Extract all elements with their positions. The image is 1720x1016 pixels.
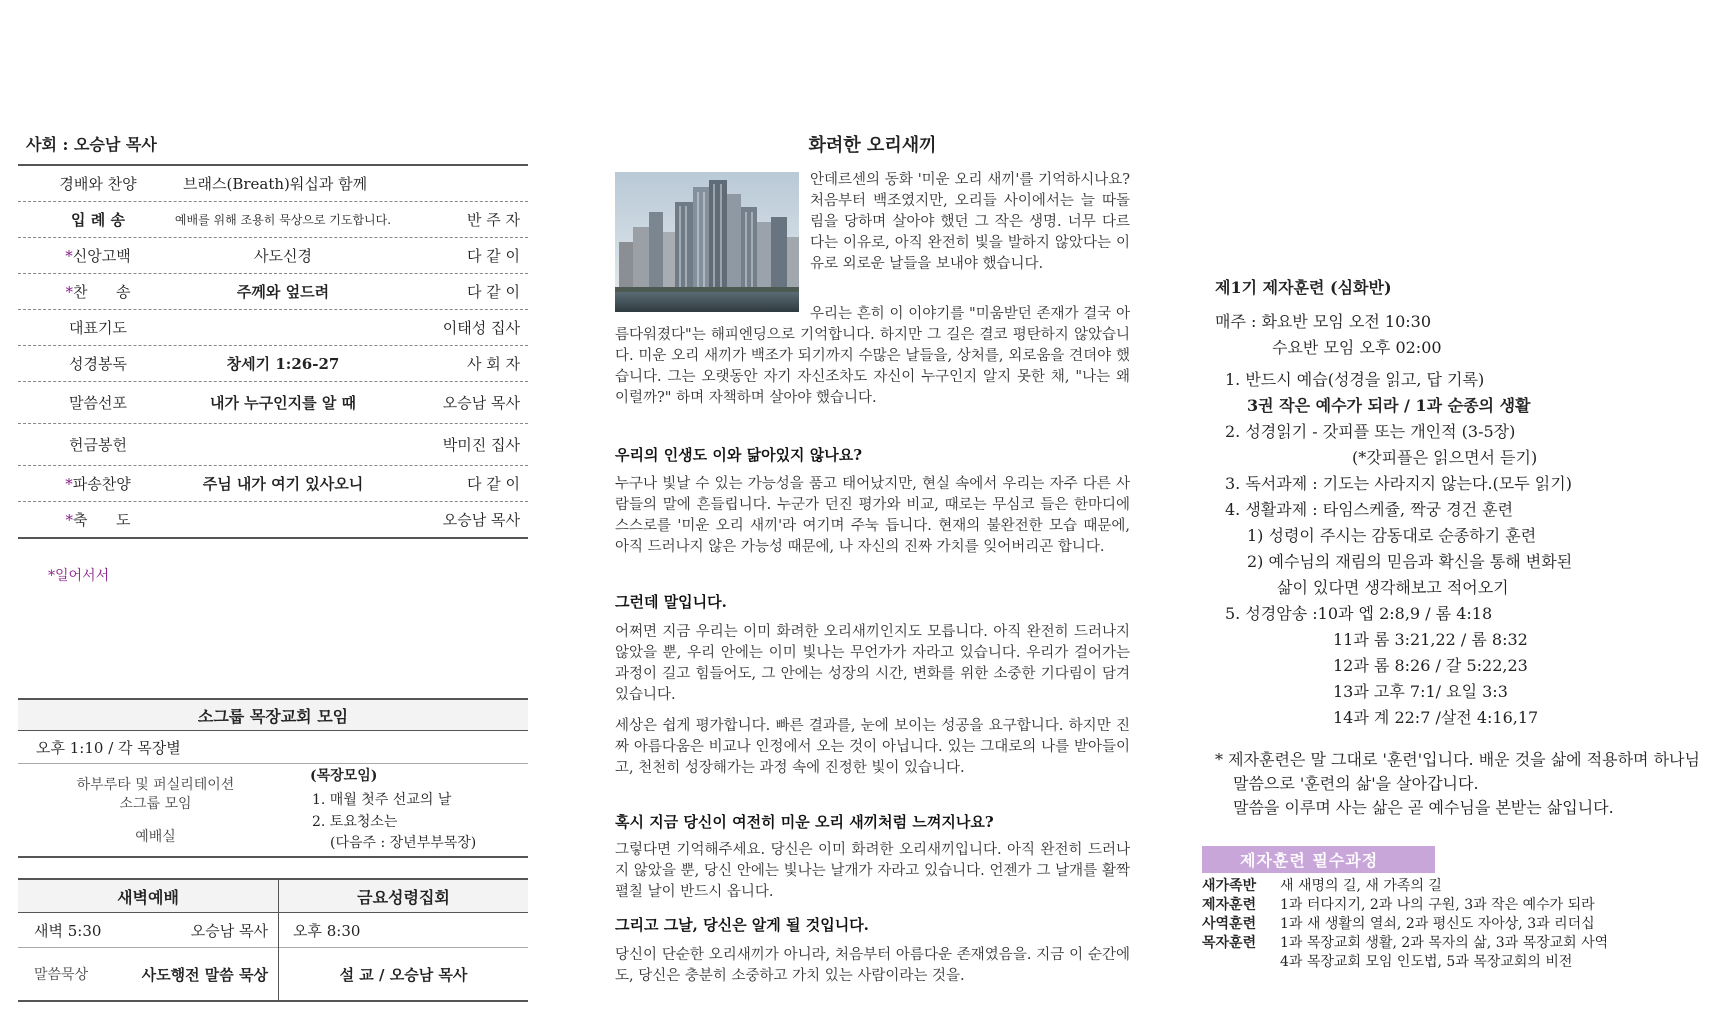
training-line: 2) 예수님의 재림의 믿음과 확신을 통해 변화된 bbox=[1247, 552, 1573, 571]
small-group-place: 예배실 bbox=[135, 829, 176, 845]
order-content: 브래스(Breath)워십과 함께 bbox=[183, 175, 368, 193]
friday-content: 설 교 / 오승남 목사 bbox=[339, 965, 468, 984]
training-line: 3권 작은 예수가 되라 / 1과 순종의 생활 bbox=[1247, 396, 1531, 415]
training-line: 5. 성경암송 :10과 엡 2:8,9 / 롬 4:18 bbox=[1225, 604, 1493, 623]
order-name-text: 신앙고백 bbox=[72, 247, 131, 265]
training-line: 수요반 모임 오후 02:00 bbox=[1272, 338, 1442, 357]
small-group-meeting-item: 1. 매월 첫주 선교의 날 bbox=[312, 792, 452, 808]
order-person: 오승남 목사 bbox=[442, 394, 520, 412]
services-table bbox=[18, 878, 528, 1002]
order-name: 대표기도 bbox=[69, 319, 127, 337]
order-row-sermon bbox=[18, 382, 528, 424]
friday-time-row bbox=[279, 913, 528, 948]
course-row bbox=[1202, 896, 1720, 915]
city-skyline-image bbox=[615, 172, 799, 312]
training-note bbox=[1215, 748, 1715, 820]
order-name bbox=[38, 274, 158, 309]
dawn-content-row bbox=[18, 948, 278, 1000]
dawn-person: 오승남 목사 bbox=[190, 921, 268, 940]
course-key: 목자훈련 bbox=[1202, 935, 1257, 951]
order-row-hymn bbox=[18, 274, 528, 310]
training-line: 12과 롬 8:26 / 갈 5:22,23 bbox=[1333, 656, 1528, 675]
order-person: 박미진 집사 bbox=[442, 436, 520, 454]
order-row-offering bbox=[18, 424, 528, 466]
order-content: 예배를 위해 조용히 묵상으로 기도합니다. bbox=[174, 213, 392, 227]
training-line: 4. 생활과제 : 타임스케쥴, 짝궁 경건 훈련 bbox=[1225, 500, 1514, 519]
stand-note: *일어서서 bbox=[48, 568, 110, 584]
order-content: 주님 내가 여기 있사오니 bbox=[202, 475, 364, 493]
worship-order-table bbox=[18, 164, 528, 539]
order-person: 오승남 목사 bbox=[442, 511, 520, 529]
training-line: 14과 계 22:7 /살전 4:16,17 bbox=[1333, 708, 1539, 727]
order-person: 다 같 이 bbox=[466, 283, 520, 301]
training-line: 11과 롬 3:21,22 / 롬 8:32 bbox=[1333, 630, 1528, 649]
order-row-prayer bbox=[18, 310, 528, 346]
article-heading-4: 그리고 그날, 당신은 알게 될 것입니다. bbox=[615, 916, 869, 934]
dawn-time: 새벽 5:30 bbox=[34, 921, 102, 940]
small-group-time: 오후 1:10 / 각 목장별 bbox=[18, 731, 528, 764]
order-person: 이태성 집사 bbox=[442, 319, 520, 337]
course-value: 1과 터다지기, 2과 나의 구원, 3과 작은 예수가 되라 bbox=[1280, 897, 1595, 913]
friday-time: 오후 8:30 bbox=[293, 921, 361, 940]
order-content: 창세기 1:26-27 bbox=[226, 355, 340, 373]
order-name bbox=[38, 502, 158, 537]
small-group-desc-line: 하부루타 및 퍼실리테이션 bbox=[76, 777, 235, 793]
order-content: 주께와 엎드려 bbox=[236, 283, 330, 301]
training-line: (*갓피플은 읽으면서 듣기) bbox=[1352, 448, 1538, 467]
course-row bbox=[1202, 934, 1720, 953]
course-key: 제자훈련 bbox=[1202, 897, 1257, 913]
order-name-text: 파송찬양 bbox=[72, 475, 131, 493]
small-group-title: 소그룹 목장교회 모임 bbox=[18, 698, 528, 731]
order-person: 다 같 이 bbox=[466, 247, 520, 265]
course-key: 사역훈련 bbox=[1202, 916, 1257, 932]
order-name: 말씀선포 bbox=[69, 394, 127, 412]
course-row bbox=[1202, 877, 1720, 896]
order-person: 반 주 자 bbox=[466, 211, 520, 229]
order-name: 성경봉독 bbox=[69, 355, 127, 373]
order-row-reading bbox=[18, 346, 528, 382]
order-row-sending bbox=[18, 466, 528, 502]
course-value: 새 새명의 길, 새 가족의 길 bbox=[1280, 878, 1442, 894]
dawn-label: 말씀묵상 bbox=[34, 967, 89, 983]
article-paragraph-5: 그렇다면 기억해주세요. 당신은 이미 화려한 오리새끼입니다. 아직 완전히 드러나지 않았을 뿐, 당신 안에는 빛나는 날개가 자라고 있습니다. 언젠가 그 날개를 활짝 펼칠 날이 반드시 옵니다. bbox=[615, 842, 1130, 900]
stand-marker: * bbox=[65, 246, 73, 265]
article-heading-1: 우리의 인생도 이와 닮아있지 않나요? bbox=[615, 446, 863, 464]
small-group-meeting-title: (목장모임) bbox=[310, 768, 378, 784]
dawn-time-row bbox=[18, 913, 278, 948]
dawn-content: 사도행전 말씀 묵상 bbox=[141, 965, 268, 984]
worship-leader: 사회 : 오승남 목사 bbox=[26, 135, 157, 154]
dawn-title: 새벽예배 bbox=[18, 880, 278, 913]
training-note-2: 말씀을 이루며 사는 삶은 곧 예수님을 본받는 삶입니다. bbox=[1233, 798, 1614, 817]
course-value: 1과 목장교회 생활, 2과 목자의 삶, 3과 목장교회 사역 bbox=[1280, 935, 1609, 951]
order-name: 헌금봉헌 bbox=[69, 436, 127, 454]
course-key: 새가족반 bbox=[1202, 878, 1257, 894]
small-group-body bbox=[18, 764, 528, 858]
order-row-benediction bbox=[18, 502, 528, 539]
small-group-meeting bbox=[310, 764, 476, 854]
order-name-text: 찬 송 bbox=[72, 283, 131, 301]
order-name bbox=[38, 466, 158, 501]
article-paragraph-1a: 안데르센의 동화 '미운 오리 새끼'를 기억하시나요? 처음부터 백조였지만, 오리들 사이에서는 늘 따돌림을 당하며 살아야 했던 그 작은 생명. 너무 다르다는 이유로, 아직 완전히 빛을 발하지 않았다는 이유로 외로운 날들을 보내야 했습니다. bbox=[810, 172, 1130, 272]
small-group-meeting-item: (다음주 : 장년부부목장) bbox=[330, 835, 477, 851]
training-line: 매주 : 화요반 모임 오전 10:30 bbox=[1215, 312, 1432, 331]
article-paragraph-2: 누구나 빛날 수 있는 가능성을 품고 태어났지만, 현실 속에서 우리는 자주 다른 사람들의 말에 흔들립니다. 누군가 던진 평가와 비교, 때로는 무심코 들은 한마디에 스스로를 '미운 오리 새끼'라 여기며 주눅 듭니다. 현재의 불완전한 모습 때문에, 아직 드러나지 않은 가능성 때문에, 나 자신의 진짜 가치를 잊어버리곤 합니다. bbox=[615, 476, 1130, 555]
friday-content-row bbox=[279, 948, 528, 1000]
small-group-section bbox=[18, 698, 528, 858]
article-heading-3: 혹시 지금 당신이 여전히 미운 오리 새끼처럼 느껴지나요? bbox=[615, 813, 994, 831]
order-person: 사 회 자 bbox=[466, 355, 520, 373]
course-value: 1과 새 생활의 열쇠, 2과 평신도 자아상, 3과 리더십 bbox=[1280, 916, 1595, 932]
order-name-text: 축 도 bbox=[72, 511, 131, 529]
training-line: 3. 독서과제 : 기도는 사라지지 않는다.(모두 읽기) bbox=[1225, 474, 1572, 493]
article-paragraph-4: 세상은 쉽게 평가합니다. 빠른 결과를, 눈에 보이는 성공을 요구합니다. 하지만 진짜 아름다움은 비교나 인정에서 오는 것이 아닙니다. 있는 그대로의 나를 받아들이고, 천천히 성장해가는 과정 속에 진정한 빛이 있습니다. bbox=[615, 718, 1130, 776]
city-photo bbox=[615, 172, 799, 312]
course-row bbox=[1202, 953, 1720, 972]
stand-marker: * bbox=[65, 510, 73, 529]
training-line: 1) 성령이 주시는 감동대로 순종하기 훈련 bbox=[1247, 526, 1537, 545]
small-group-desc-line: 소그룹 모임 bbox=[119, 796, 192, 812]
order-content: 사도신경 bbox=[254, 247, 312, 265]
order-name: 경배와 찬양 bbox=[59, 175, 137, 193]
article-paragraph-3: 어쩌면 지금 우리는 이미 화려한 오리새끼인지도 모릅니다. 아직 완전히 드러나지 않았을 뿐, 우리 안에는 이미 빛나는 무언가가 자라고 있습니다. 우리가 걸어가는 과정이 길고 힘들어도, 그 안에는 성장의 시간, 변화를 위한 소중한 기다림이 담겨 있습니다. bbox=[615, 624, 1130, 703]
course-value: 4과 목장교회 모임 인도법, 5과 목장교회의 비전 bbox=[1280, 954, 1573, 970]
training-line: 2. 성경읽기 - 갓피플 또는 개인적 (3-5장) bbox=[1225, 422, 1516, 441]
order-name bbox=[38, 238, 158, 273]
article-title: 화려한 오리새끼 bbox=[808, 135, 937, 156]
small-group-meeting-item: 2. 토요청소는 bbox=[312, 814, 398, 830]
stand-marker: * bbox=[65, 282, 73, 301]
friday-service bbox=[278, 880, 528, 1000]
course-key bbox=[1202, 953, 1280, 972]
stand-marker: * bbox=[65, 474, 73, 493]
order-content: 내가 누구인지를 알 때 bbox=[209, 394, 357, 412]
dawn-service bbox=[18, 880, 278, 1000]
friday-title: 금요성령집회 bbox=[279, 880, 528, 913]
order-person: 다 같 이 bbox=[466, 475, 520, 493]
order-name: 입 례 송 bbox=[71, 211, 125, 229]
course-list bbox=[1202, 877, 1720, 972]
order-row-entrance bbox=[18, 202, 528, 238]
course-row bbox=[1202, 915, 1720, 934]
required-course-badge: 제자훈련 필수과정 bbox=[1202, 846, 1435, 873]
training-line: 1. 반드시 예습(성경을 읽고, 답 기록) bbox=[1225, 370, 1485, 389]
article-paragraph-6: 당신이 단순한 오리새끼가 아니라, 처음부터 아름다운 존재였음을. 지금 이 순간에도, 당신은 충분히 소중하고 가치 있는 사람이라는 것을. bbox=[615, 947, 1130, 984]
training-title: 제1기 제자훈련 (심화반) bbox=[1215, 278, 1392, 297]
training-note-1: * 제자훈련은 말 그대로 '훈련'입니다. 배운 것을 삶에 적용하며 하나님 말씀으로 '훈련의 삶'을 살아갑니다. bbox=[1215, 750, 1700, 793]
article-heading-2: 그런데 말입니다. bbox=[615, 593, 727, 611]
small-group-desc bbox=[28, 776, 283, 814]
order-row-praise bbox=[18, 166, 528, 202]
article-paragraph-1b: 우리는 흔히 이 이야기를 "미움받던 존재가 결국 아름다워졌다"는 해피엔딩으로 기억합니다. 하지만 그 길은 결코 평탄하지 않았습니다. 미운 오리 새끼가 백조가 되기까지 수많은 날들을, 상처를, 외로움을 견뎌야 했습니다. 그는 오랫동안 자기 자신조차도 자신이 누구인지 알지 못한 채, "나는 왜 이럴까?" 하며 자책하며 살아야 했습니다. bbox=[615, 306, 1130, 406]
training-line: 13과 고후 7:1/ 요일 3:3 bbox=[1333, 682, 1508, 701]
training-line: 삶이 있다면 생각해보고 적어오기 bbox=[1277, 578, 1509, 597]
order-row-creed bbox=[18, 238, 528, 274]
